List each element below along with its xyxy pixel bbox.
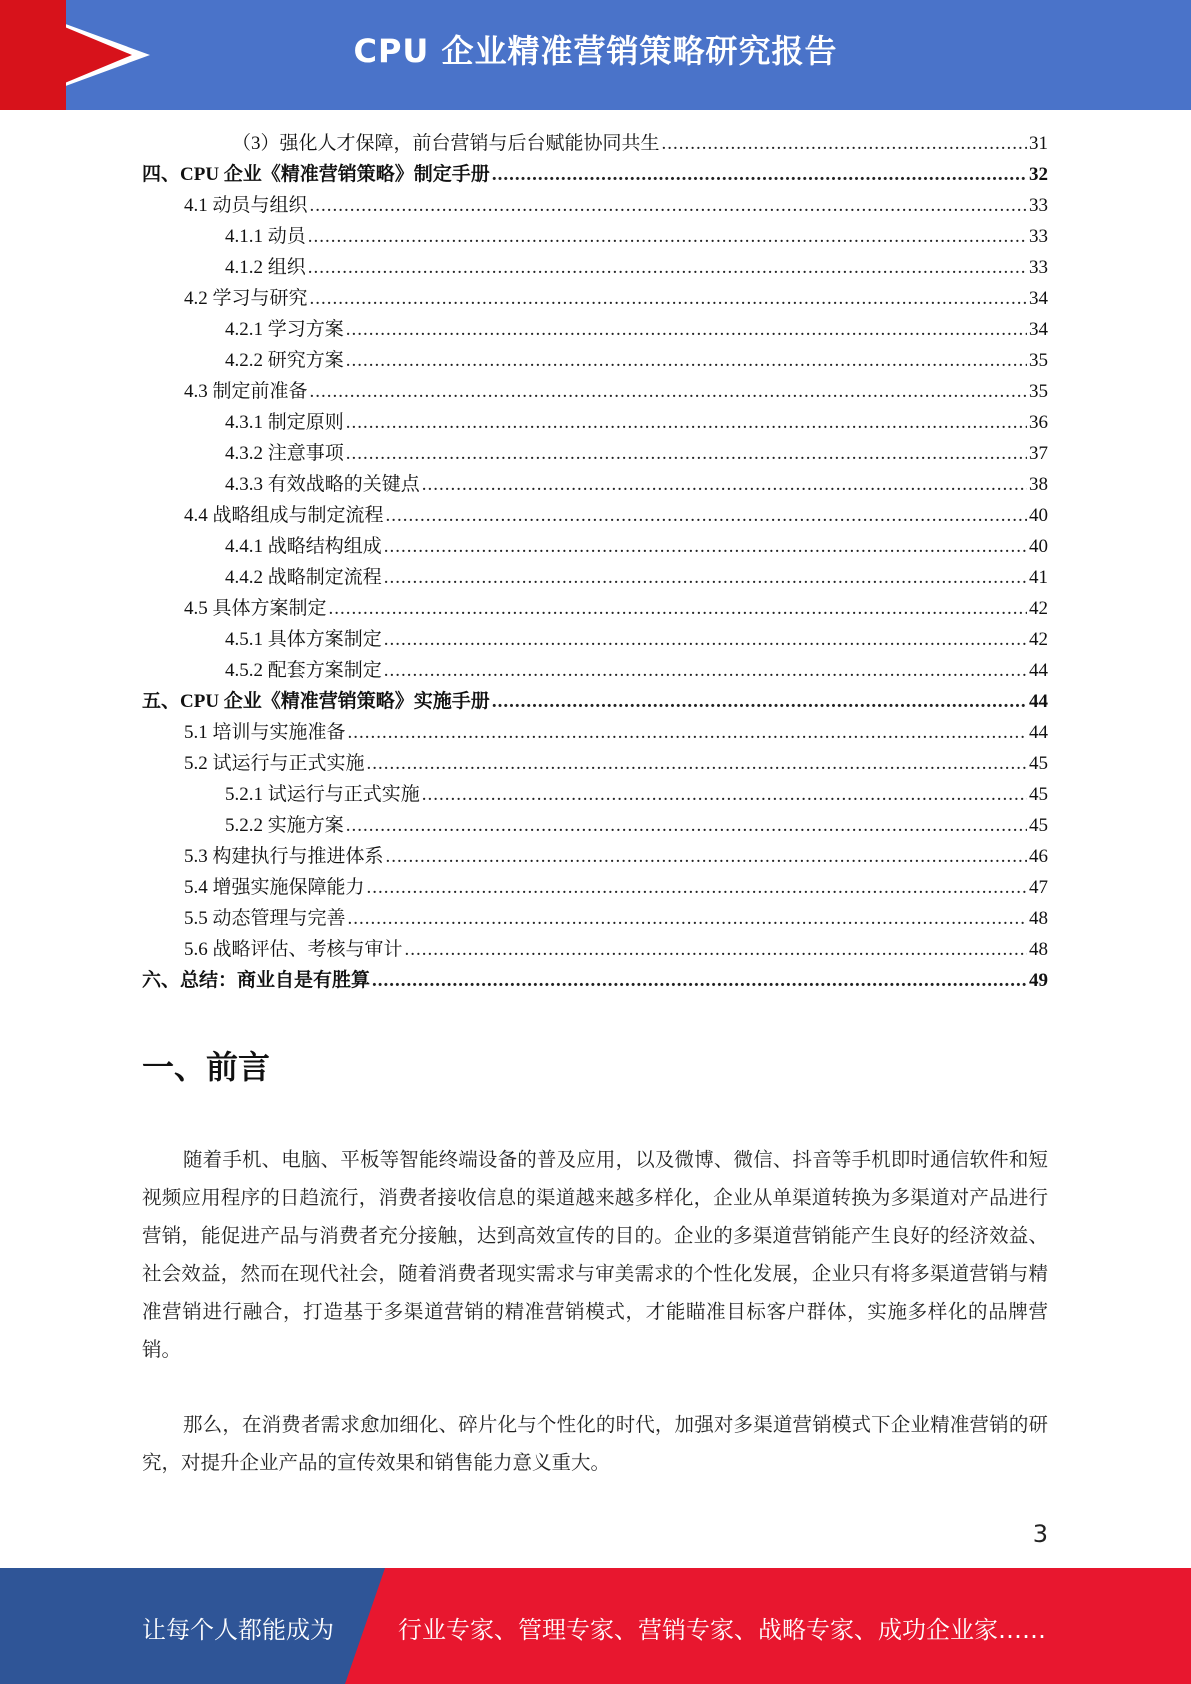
toc-entry[interactable] bbox=[142, 593, 1048, 624]
toc-entry-page: 49 bbox=[1029, 970, 1048, 991]
toc-leader-dots bbox=[308, 221, 1027, 252]
toc-entry-label: 5.2.1 试运行与正式实施 bbox=[225, 784, 420, 805]
toc-entry-label: 5.6 战略评估、考核与审计 bbox=[184, 939, 403, 960]
toc-entry[interactable] bbox=[142, 283, 1048, 314]
toc-entry[interactable] bbox=[142, 438, 1048, 469]
toc-entry-page: 48 bbox=[1029, 939, 1048, 960]
toc-entry[interactable] bbox=[142, 190, 1048, 221]
toc-leader-dots bbox=[310, 376, 1027, 407]
toc-entry-page: 44 bbox=[1029, 722, 1048, 743]
toc-entry-label: 4.3.3 有效战略的关键点 bbox=[225, 474, 420, 495]
toc-entry[interactable] bbox=[142, 655, 1048, 686]
toc-leader-dots bbox=[384, 624, 1027, 655]
toc-entry-page: 46 bbox=[1029, 846, 1048, 867]
toc-entry[interactable] bbox=[142, 252, 1048, 283]
toc-entry-page: 34 bbox=[1029, 319, 1048, 340]
toc-entry[interactable] bbox=[142, 624, 1048, 655]
toc-entry-page: 40 bbox=[1029, 505, 1048, 526]
toc-entry-label: 5.5 动态管理与完善 bbox=[184, 908, 346, 929]
toc-leader-dots bbox=[384, 531, 1027, 562]
toc-entry[interactable] bbox=[142, 748, 1048, 779]
section-title: 一、前言 bbox=[142, 1048, 271, 1086]
toc-entry-label: 5.1 培训与实施准备 bbox=[184, 722, 346, 743]
toc-entry-page: 33 bbox=[1029, 257, 1048, 278]
toc-entry-label: 4.4.2 战略制定流程 bbox=[225, 567, 382, 588]
toc-leader-dots bbox=[422, 779, 1027, 810]
toc-leader-dots bbox=[384, 562, 1027, 593]
toc-entry-label: 4.2.1 学习方案 bbox=[225, 319, 344, 340]
toc-entry[interactable] bbox=[142, 717, 1048, 748]
toc-entry-label: 六、总结：商业自是有胜算 bbox=[142, 970, 371, 991]
toc-entry[interactable] bbox=[142, 562, 1048, 593]
toc-entry[interactable] bbox=[142, 500, 1048, 531]
toc-entry-label: 4.3.2 注意事项 bbox=[225, 443, 344, 464]
toc-entry-page: 34 bbox=[1029, 288, 1048, 309]
page-header bbox=[0, 0, 1191, 110]
toc-entry[interactable] bbox=[142, 841, 1048, 872]
toc-leader-dots bbox=[662, 128, 1027, 159]
toc-entry-label: 4.1 动员与组织 bbox=[184, 195, 308, 216]
toc-leader-dots bbox=[346, 407, 1027, 438]
table-of-contents bbox=[142, 128, 1048, 996]
toc-entry-label: 4.3.1 制定原则 bbox=[225, 412, 344, 433]
toc-entry[interactable] bbox=[142, 407, 1048, 438]
toc-leader-dots bbox=[346, 438, 1027, 469]
toc-entry-page: 37 bbox=[1029, 443, 1048, 464]
toc-entry[interactable] bbox=[142, 779, 1048, 810]
paragraph: 随着手机、电脑、平板等智能终端设备的普及应用，以及微博、微信、抖音等手机即时通信软件和短视频应用程序的日趋流行，消费者接收信息的渠道越来越多样化，企业从单渠道转换为多渠道对产品进行营销，能促进产品与消费者充分接触，达到高效宣传的目的。企业的多渠道营销能产生良好的经济效益、社会效益，然而在现代社会，随着消费者现实需求与审美需求的个性化发展，企业只有将多渠道营销与精准营销进行融合，打造基于多渠道营销的精准营销模式，才能瞄准目标客户群体，实施多样化的品牌营销。 bbox=[142, 1150, 1048, 1361]
toc-entry-label: 4.1.1 动员 bbox=[225, 226, 306, 247]
toc-leader-dots bbox=[348, 903, 1027, 934]
toc-leader-dots bbox=[372, 965, 1027, 996]
toc-entry-page: 42 bbox=[1029, 598, 1048, 619]
toc-leader-dots bbox=[346, 314, 1027, 345]
toc-leader-dots bbox=[386, 500, 1027, 531]
toc-entry-page: 45 bbox=[1029, 815, 1048, 836]
toc-entry[interactable] bbox=[142, 872, 1048, 903]
toc-leader-dots bbox=[346, 345, 1027, 376]
toc-entry[interactable] bbox=[142, 531, 1048, 562]
toc-entry-label: 5.4 增强实施保障能力 bbox=[184, 877, 365, 898]
toc-entry-label: 4.4 战略组成与制定流程 bbox=[184, 505, 384, 526]
toc-entry-label: 5.2.2 实施方案 bbox=[225, 815, 344, 836]
toc-entry-label: 4.1.2 组织 bbox=[225, 257, 306, 278]
toc-leader-dots bbox=[310, 190, 1027, 221]
toc-entry[interactable] bbox=[142, 314, 1048, 345]
toc-entry[interactable] bbox=[142, 128, 1048, 159]
toc-leader-dots bbox=[308, 252, 1027, 283]
toc-leader-dots bbox=[346, 810, 1027, 841]
toc-entry-page: 35 bbox=[1029, 381, 1048, 402]
toc-entry-label: 4.4.1 战略结构组成 bbox=[225, 536, 382, 557]
toc-entry-page: 40 bbox=[1029, 536, 1048, 557]
toc-leader-dots bbox=[329, 593, 1027, 624]
toc-entry-page: 33 bbox=[1029, 195, 1048, 216]
toc-entry-page: 36 bbox=[1029, 412, 1048, 433]
toc-entry[interactable] bbox=[142, 934, 1048, 965]
toc-entry-page: 32 bbox=[1029, 164, 1048, 185]
toc-entry-page: 35 bbox=[1029, 350, 1048, 371]
toc-leader-dots bbox=[310, 283, 1027, 314]
toc-entry[interactable] bbox=[142, 903, 1048, 934]
toc-entry-label: 4.5 具体方案制定 bbox=[184, 598, 327, 619]
toc-entry-label: 4.3 制定前准备 bbox=[184, 381, 308, 402]
toc-entry-page: 45 bbox=[1029, 784, 1048, 805]
toc-entry[interactable] bbox=[142, 965, 1048, 996]
toc-entry-label: 四、CPU 企业《精准营销策略》制定手册 bbox=[142, 164, 490, 185]
toc-entry[interactable] bbox=[142, 221, 1048, 252]
toc-entry-page: 33 bbox=[1029, 226, 1048, 247]
toc-entry-page: 38 bbox=[1029, 474, 1048, 495]
paragraph: 那么，在消费者需求愈加细化、碎片化与个性化的时代，加强对多渠道营销模式下企业精准营销的研究，对提升企业产品的宣传效果和销售能力意义重大。 bbox=[142, 1415, 1048, 1474]
toc-entry[interactable] bbox=[142, 469, 1048, 500]
toc-entry-label: 4.5.1 具体方案制定 bbox=[225, 629, 382, 650]
toc-leader-dots bbox=[422, 469, 1027, 500]
toc-entry-page: 31 bbox=[1029, 133, 1048, 154]
toc-entry-page: 41 bbox=[1029, 567, 1048, 588]
header-title: CPU 企业精准营销策略研究报告 bbox=[353, 32, 838, 70]
toc-entry[interactable] bbox=[142, 686, 1048, 717]
toc-entry-label: （3）强化人才保障，前台营销与后台赋能协同共生 bbox=[232, 133, 660, 154]
footer-slogan-right: 行业专家、管理专家、营销专家、战略专家、成功企业家…… bbox=[398, 1616, 1046, 1644]
toc-leader-dots bbox=[405, 934, 1027, 965]
toc-leader-dots bbox=[367, 872, 1027, 903]
toc-entry-label: 五、CPU 企业《精准营销策略》实施手册 bbox=[142, 691, 490, 712]
toc-leader-dots bbox=[492, 159, 1027, 190]
toc-entry-label: 5.3 构建执行与推进体系 bbox=[184, 846, 384, 867]
toc-leader-dots bbox=[348, 717, 1027, 748]
toc-entry-page: 44 bbox=[1029, 691, 1048, 712]
toc-leader-dots bbox=[384, 655, 1027, 686]
toc-entry-page: 48 bbox=[1029, 908, 1048, 929]
toc-entry-label: 4.2.2 研究方案 bbox=[225, 350, 344, 371]
toc-entry-page: 47 bbox=[1029, 877, 1048, 898]
toc-entry[interactable] bbox=[142, 345, 1048, 376]
page-number: 3 bbox=[1032, 1520, 1048, 1548]
toc-entry[interactable] bbox=[142, 159, 1048, 190]
toc-entry-label: 5.2 试运行与正式实施 bbox=[184, 753, 365, 774]
toc-leader-dots bbox=[492, 686, 1027, 717]
toc-leader-dots bbox=[367, 748, 1027, 779]
toc-entry-label: 4.5.2 配套方案制定 bbox=[225, 660, 382, 681]
footer-slogan-left: 让每个人都能成为 bbox=[142, 1616, 334, 1644]
toc-entry[interactable] bbox=[142, 376, 1048, 407]
toc-entry-page: 42 bbox=[1029, 629, 1048, 650]
toc-entry[interactable] bbox=[142, 810, 1048, 841]
page-footer bbox=[0, 1568, 1191, 1684]
toc-entry-page: 45 bbox=[1029, 753, 1048, 774]
toc-entry-label: 4.2 学习与研究 bbox=[184, 288, 308, 309]
toc-leader-dots bbox=[386, 841, 1027, 872]
toc-entry-page: 44 bbox=[1029, 660, 1048, 681]
